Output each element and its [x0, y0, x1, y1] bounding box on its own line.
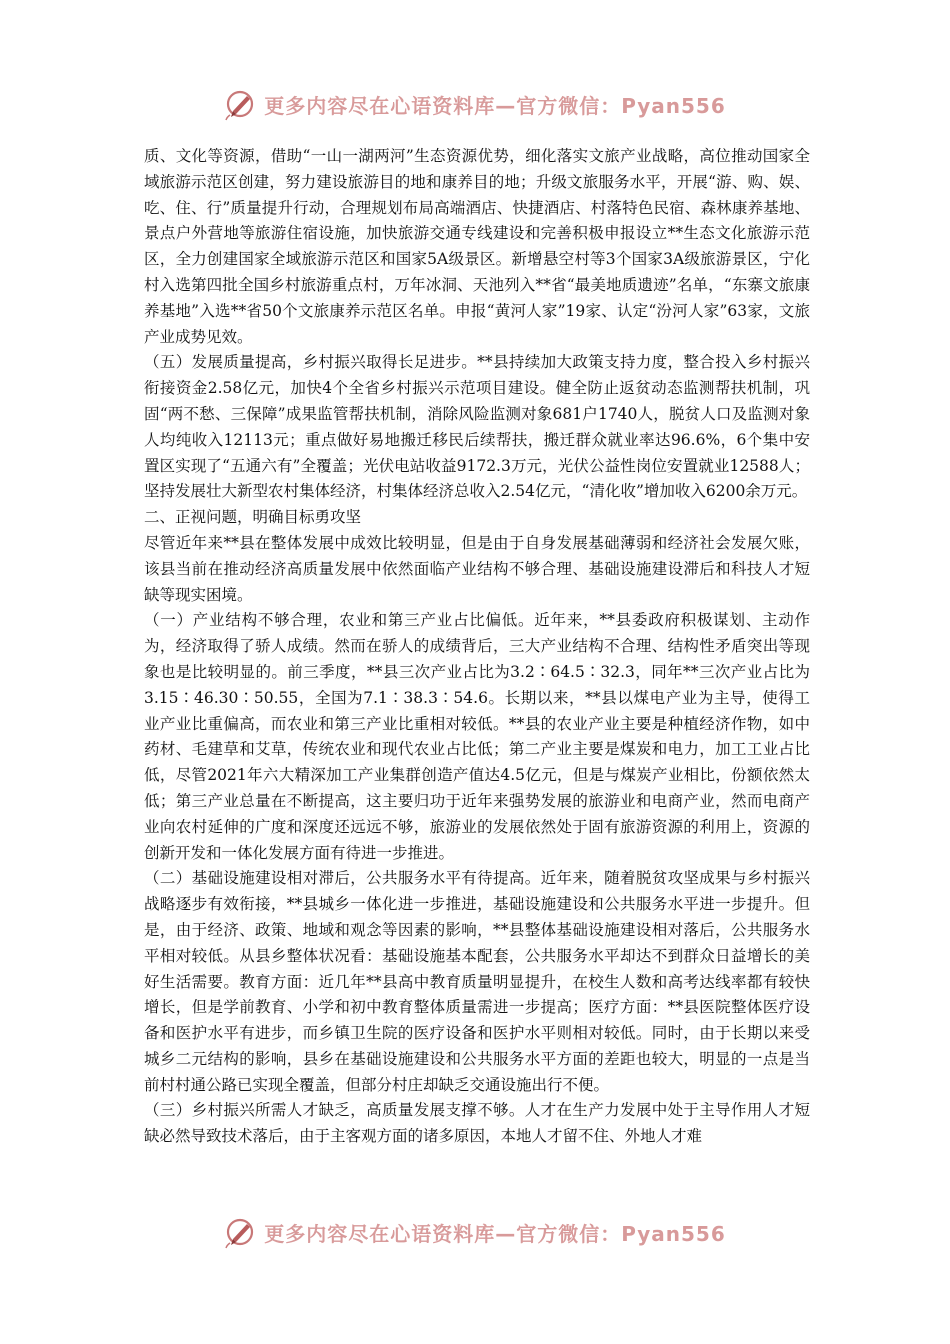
- paragraph-infrastructure: （二）基础设施建设相对滞后，公共服务水平有待提高。近年来，随着脱贫攻坚成果与乡村振兴战略逐步有效衔接，**县城乡一体化进一步推进，基础设施建设和公共服务水平进一步提升。但是，由于经济、政策、地域和观念等因素的影响，**县整体基础设施建设相对落后，公共服务水平相对较低。从县乡整体状况看：基础设施基本配套，公共服务水平却达不到群众日益增长的美好生活需要。教育方面：近几年**县高中教育质量明显提升，在校生人数和高考达线率都有较快增长，但是学前教育、小学和初中教育整体质量需进一步提高；医疗方面：**县医院整体医疗设备和医护水平有进步，而乡镇卫生院的医疗设备和医护水平则相对较低。同时，由于长期以来受城乡二元结构的影响，县乡在基础设施建设和公共服务水平方面的差距也较大，明显的一点是当前村村通公路已实现全覆盖，但部分村庄却缺乏交通设施出行不便。: [144, 869, 810, 1094]
- paragraph-industrial-structure: （一）产业结构不够合理，农业和第三产业占比偏低。近年来，**县委政府积极谋划、主动作为，经济取得了骄人成绩。然而在骄人的成绩背后，三大产业结构不合理、结构性矛盾突出等现象也是比较明显的。前三季度，**县三次产业占比为3.2∶64.5∶32.3，同年**三次产业占比为3.15∶46.30∶50.55，全国为7.1∶38.3∶54.6。长期以来，**县以煤电产业为主导，使得工业产业比重偏高，而农业和第三产业比重相对较低。**县的农业产业主要是种植经济作物，如中药材、毛建草和艾草，传统农业和现代农业占比低；第二产业主要是煤炭和电力，加工工业占比低，尽管2021年六大精深加工产业集群创造产值达4.5亿元，但是与煤炭产业相比，份额依然太低；第三产业总量在不断提高，这主要归功于近年来强势发展的旅游业和电商产业，然而电商产业向农村延伸的广度和深度还远远不够，旅游业的发展依然处于固有旅游资源的利用上，资源的创新开发和一体化发展方面有待进一步推进。: [144, 611, 810, 862]
- footer-watermark-banner: [0, 1212, 950, 1252]
- paragraph-talent-shortage: （三）乡村振兴所需人才缺乏，高质量发展支撑不够。人才在生产力发展中处于主导作用人才短缺必然导致技术落后，由于主客观方面的诸多原因，本地人才留不住、外地人才难: [144, 1101, 810, 1146]
- pen-circle-logo-icon: [224, 87, 258, 121]
- pen-circle-logo-icon: [224, 1215, 258, 1249]
- paragraph-rural-revitalization: （五）发展质量提高，乡村振兴取得长足进步。**县持续加大政策支持力度，整合投入乡村振兴衔接资金2.58亿元，加快4个全省乡村振兴示范项目建设。健全防止返贫动态监测帮扶机制，巩固“两不愁、三保障”成果监管帮扶机制，消除风险监测对象681户1740人，脱贫人口及监测对象人均纯收入12113元；重点做好易地搬迁移民后续帮扶，搬迁群众就业率达96.6%，6个集中安置区实现了“五通六有”全覆盖；光伏电站收益9172.3万元，光伏公益性岗位安置就业12588人；坚持发展壮大新型农村集体经济，村集体经济总收入2.54亿元，“清化收”增加收入6200余万元。: [144, 353, 810, 501]
- document-body: [144, 144, 810, 1150]
- paragraph-culture-tourism: 质、文化等资源，借助“一山一湖两河”生态资源优势，细化落实文旅产业战略，高位推动国家全域旅游示范区创建，努力建设旅游目的地和康养目的地；升级文旅服务水平，开展“游、购、娱、吃、住、行”质量提升行动，合理规划布局高端酒店、快捷酒店、村落特色民宿、森林康养基地、景点户外营地等旅游住宿设施，加快旅游交通专线建设和完善积极申报设立**生态文化旅游示范区，全力创建国家全域旅游示范区和国家5A级景区。新增悬空村等3个国家3A级旅游景区，宁化村入选第四批全国乡村旅游重点村，万年冰洞、天池列入**省“最美地质遗迹”名单，“东寨文旅康养基地”入选**省50个文旅康养示范区名单。申报“黄河人家”19家、认定“汾河人家”63家，文旅产业成势见效。: [144, 147, 810, 346]
- paragraph-problems-intro: 尽管近年来**县在整体发展中成效比较明显，但是由于自身发展基础薄弱和经济社会发展欠账，该县当前在推动经济高质量发展中依然面临产业结构不够合理、基础设施建设滞后和科技人才短缺等现实困境。: [144, 533, 810, 604]
- watermark-text: 更多内容尽在心语资料库—官方微信：Pyan556: [264, 1221, 726, 1246]
- section-heading-problems: 二、正视问题，明确目标勇攻坚: [144, 508, 362, 527]
- watermark-text: 更多内容尽在心语资料库—官方微信：Pyan556: [264, 93, 726, 118]
- header-watermark-banner: [0, 84, 950, 124]
